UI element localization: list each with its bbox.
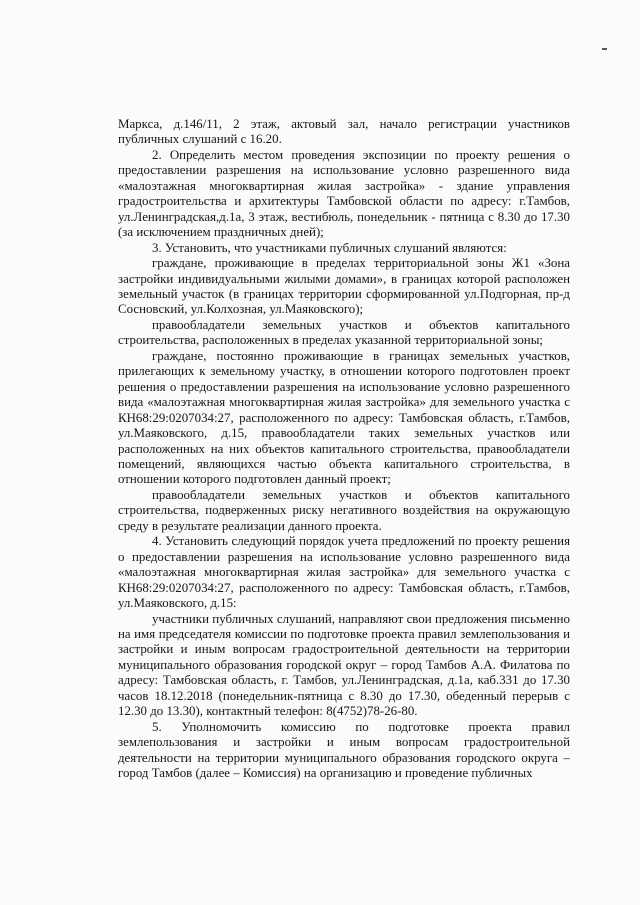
paragraph-rightholders-risk: правообладатели земельных участков и объектов капитального строительства, подверженных риску негативного воздействия на окружающую среду в результате реализации данного проекта.	[118, 487, 570, 533]
paragraph-address-continuation: Маркса, д.146/11, 2 этаж, актовый зал, начало регистрации участников публичных слушаний с 16.20.	[118, 117, 570, 147]
paragraph-citizens-zone: граждане, проживающие в пределах территориальной зоны Ж1 «Зона застройки индивидуальными жилыми домами», в границах которой расположен земельный участок (в границах территории сформированной ул.Подгорная, пр-д Сосновский, ул.Колхозная, ул.Маяковского);	[118, 256, 570, 317]
paragraph-item-3-participants: 3. Установить, что участниками публичных слушаний являются:	[152, 240, 507, 255]
paragraph-proposals: участники публичных слушаний, направляют свои предложения письменно на имя председателя комиссии по подготовке проекта правил землепользования и застройки и иным вопросам градостроительной деятельности на территории муниципального образования городской округ – город Тамбов А.А. Филатова по адресу: Тамбовская область, г. Тамбов, ул.Ленинградская, д.1а, каб.331 до 17.30 часов 18.12.2018 (понедельник-пятница с 8.30 до 17.30, обеденный перерыв с 12.30 до 13.30), контактный телефон: 8(4752)78-26-80.	[118, 611, 570, 719]
paragraph-item-2-exposition: 2. Определить местом проведения экспозиции по проекту решения о предоставлении разрешения на использование условно разрешенного вида «малоэтажная многоквартирная жилая застройка» - здание управления градостроительства и архитектуры Тамбовской области по адресу: г.Тамбов, ул.Ленинградская,д.1а, 3 этаж, вестибюль, понедельник - пятница с 8.30 до 17.30 (за исключением праздничных дней);	[118, 147, 570, 240]
paragraph-item-5-commission: 5. Уполномочить комиссию по подготовке проекта правил землепользования и застройки и иным вопросам градостроительной деятельности на территории муниципального образования городского округа – город Тамбов (далее – Комиссия) на организацию и проведение публичных	[118, 719, 570, 781]
paragraph-rightholders-zone: правообладатели земельных участков и объектов капитального строительства, расположенных в пределах указанной территориальной зоны;	[118, 317, 570, 348]
paragraph-item-4-procedure: 4. Установить следующий порядок учета предложений по проекту решения о предоставлении разрешения на использование условно разрешенного вида «малоэтажная многоквартирная жилая застройка» для земельного участка с КН68:29:0207034:27, расположенного по адресу: Тамбовская область, г.Тамбов, ул.Маяковского, д.15:	[118, 534, 570, 611]
scan-mark	[602, 48, 607, 50]
paragraph-citizens-adjacent: граждане, постоянно проживающие в границах земельных участков, прилегающих к земельному участку, в отношении которого подготовлен проект решения о предоставлении разрешения на использование условно разрешенного вида «малоэтажная многоквартирная жилая застройка» для земельного участка с КН68:29:0207034:27, расположенного по адресу: Тамбовская область, г.Тамбов, ул.Маяковского, д.15, правообладатели таких земельных участков или расположенных на них объектов капитального строительства, правообладатели помещений, являющихся частью объекта капитального строительства, в отношении которого подготовлен данный проект;	[118, 348, 570, 487]
document-body	[118, 117, 570, 781]
